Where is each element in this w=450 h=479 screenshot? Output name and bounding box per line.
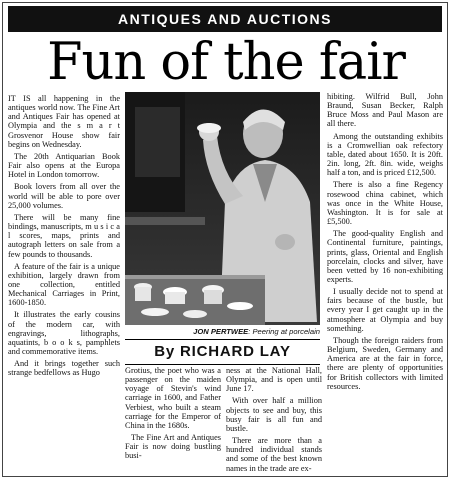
article-paragraph: There is also a fine Regency rosewood china cabinet, which was once in the White House, Washington. It is for sale at £5,500. — [327, 180, 443, 227]
article-photo — [125, 92, 320, 325]
headline: Fun of the fair — [47, 33, 405, 92]
article-paragraph: Book lovers from all over the world will be able to pore over 25,000 volumes. — [8, 182, 120, 210]
article-column-1 — [8, 94, 120, 474]
article-paragraph: Though the foreign raiders from Belgium, Sweden, Germany and America are at the fair in force, there are plenty of opportunities for British collectors with limited resources. — [327, 335, 443, 391]
article-paragraph: The good-quality English and Continental furniture, paintings, prints, glass, Oriental and English porcelain, clocks and silver, have been vetted by 16 non-exhibiting experts. — [327, 229, 443, 284]
article-paragraph: With over half a million objects to see and buy, this busy fair is all fun and bustle. — [226, 396, 322, 433]
section-banner — [8, 6, 442, 32]
article-paragraph: The Fine Art and Antiques Fair is now doing bustling busi- — [125, 433, 221, 461]
article-paragraph: The 20th Antiquarian Book Fair also opens at the Europa Hotel in London tomorrow. — [8, 151, 120, 180]
article-column-3 — [226, 366, 322, 474]
caption-name: JON PERTWEE — [193, 327, 249, 336]
article-paragraph: There will be many fine bindings, manuscripts, m u s i c a l scores, maps, prints and autograph letters on sale from a few pounds to thousands. — [8, 212, 120, 259]
article-paragraph: Among the outstanding exhibits is a Cromwellian oak refectory table, dated about 1650. It is 20ft. 2in. long, 2ft. 8in. wide, weighs half a ton, and is priced £12,500. — [327, 131, 443, 178]
article-paragraph: ness at the National Hall, Olympia, and is open until June 17. — [226, 366, 322, 394]
article-paragraph: There are more than a hundred individual stands and some of the best known names in the trade are ex- — [226, 436, 322, 473]
article-column-2 — [125, 366, 221, 474]
article-paragraph: I usually decide not to spend at fairs because of the bustle, but every year I get caught up in the atmosphere at Olympia and buy something. — [327, 287, 443, 333]
article-paragraph: hibiting. Wilfrid Bull, John Braund, Susan Becker, Ralph Bruce Moss and Paul Mason are all there. — [327, 92, 443, 129]
caption-text: : Peering at porcelain — [248, 327, 320, 336]
article-paragraph: IT IS all happening in the antiques world now. The Fine Art and Antiques Fair has opened at Olympia and the s m a r t Grosvenor House show fair begins on Wednesday. — [8, 94, 120, 149]
article-paragraph: Grotius, the poet who was a passenger on the maiden voyage of Stevin's wind carriage in 1600, and Father Verbiest, who built a steam carriage for the Emperor of China in the 1680s. — [125, 366, 221, 430]
byline: By RICHARD LAY — [125, 339, 320, 365]
article-paragraph: A feature of the fair is a unique exhibition, largely drawn from one collection, entitled Mechanical Carriages in Print, 1600-1850. — [8, 261, 120, 308]
article-paragraph: It illustrates the early cousins of the modern car, with engravings, lithographs, aquatints, b o o k s, pamphlets and commemorative items. — [8, 310, 120, 357]
article-paragraph: And it brings together such strange bedfellows as Hugo — [8, 359, 120, 378]
photo-caption — [125, 326, 320, 338]
section-title: ANTIQUES AND AUCTIONS — [117, 11, 333, 27]
article-column-4 — [327, 92, 443, 474]
photo-jon-pertwee-porcelain — [125, 92, 320, 325]
